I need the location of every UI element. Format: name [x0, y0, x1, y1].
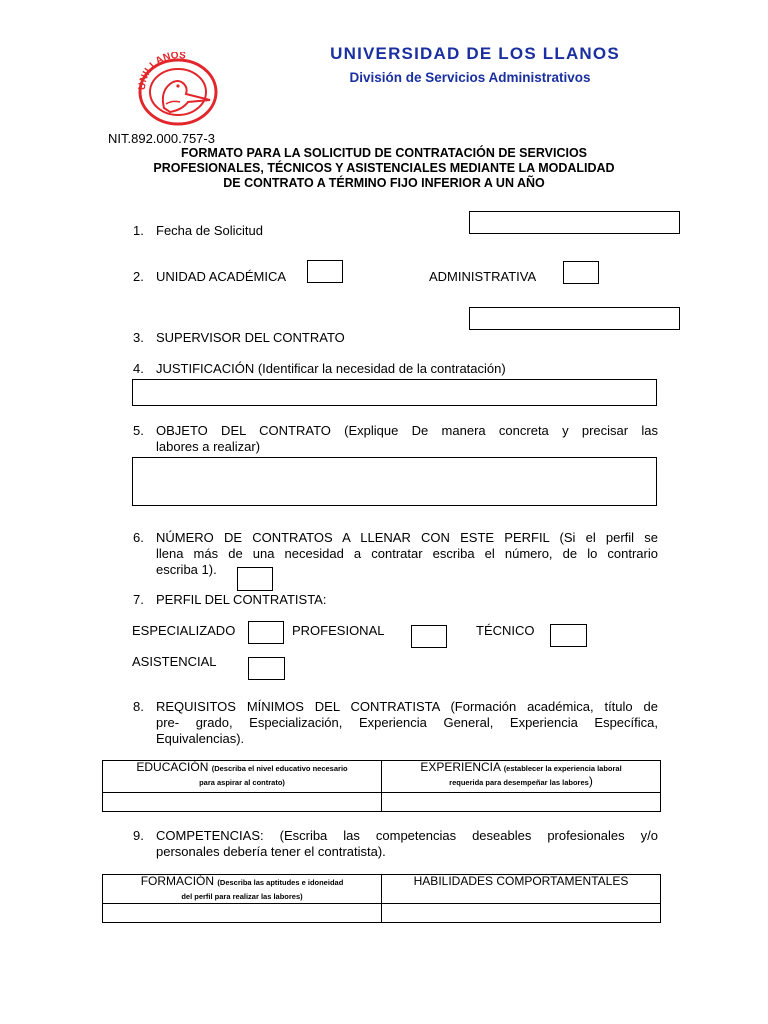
form-title-line1: FORMATO PARA LA SOLICITUD DE CONTRATACIÓN DE SERVICIOS: [180, 146, 588, 160]
form-title-line2: PROFESIONALES, TÉCNICOS Y ASISTENCIALES MEDIANTE LA MODALIDAD: [153, 161, 615, 175]
especializado-label: ESPECIALIZADO: [132, 623, 236, 638]
objeto-label: [156, 423, 658, 455]
experiencia-note-b: requerida para desempeñar las labores: [449, 778, 589, 787]
item-number: 9.: [133, 828, 144, 843]
svg-text:UNILLANOS: UNILLANOS: [136, 52, 187, 91]
nit-number: NIT.892.000.757-3: [108, 131, 215, 146]
form-title-line3: DE CONTRATO A TÉRMINO FIJO INFERIOR A UN AÑO: [223, 176, 545, 190]
habilidades-cell[interactable]: [382, 904, 661, 923]
item-number: 1.: [133, 223, 144, 238]
experiencia-note-a: (establecer la experiencia laboral: [503, 764, 622, 773]
objeto-line1: OBJETO DEL CONTRATO (Explique De manera concreta y precisar las: [156, 423, 658, 438]
numero-contratos-field[interactable]: [237, 567, 273, 591]
educacion-note-b: para aspirar al contrato): [199, 778, 285, 787]
administrativa-checkbox[interactable]: [563, 261, 599, 284]
profesional-label: PROFESIONAL: [292, 623, 385, 638]
educacion-note-a: (Describa el nivel educativo necesario: [211, 764, 348, 773]
item-number: 8.: [133, 699, 144, 714]
experiencia-close: ): [588, 774, 593, 788]
objeto-field[interactable]: [132, 457, 657, 506]
educacion-cell[interactable]: [103, 793, 382, 812]
formacion-title: FORMACIÓN: [140, 874, 215, 888]
supervisor-label: SUPERVISOR DEL CONTRATO: [156, 330, 345, 345]
asistencial-label: ASISTENCIAL: [132, 654, 217, 669]
educacion-header: [103, 761, 382, 793]
division-name: División de Servicios Administrativos: [349, 70, 591, 85]
profesional-checkbox[interactable]: [411, 625, 447, 648]
unidad-academica-checkbox[interactable]: [307, 260, 343, 283]
educacion-title: EDUCACIÓN: [136, 760, 209, 774]
formacion-note-a: (Describa las aptitudes e idoneidad: [217, 878, 344, 887]
item-number: 5.: [133, 423, 144, 438]
formacion-note-b: del perfil para realizar las labores): [181, 892, 303, 901]
table-row: [103, 904, 661, 923]
perfil-label: PERFIL DEL CONTRATISTA:: [156, 592, 327, 607]
formacion-header: [103, 875, 382, 904]
requisitos-label: [156, 699, 658, 747]
tecnico-label: TÉCNICO: [476, 623, 535, 638]
table-header-row: [103, 875, 661, 904]
table-header-row: [103, 761, 661, 793]
habilidades-title: HABILIDADES COMPORTAMENTALES: [413, 874, 629, 888]
competencias-line1: COMPETENCIAS: (Escriba las competencias deseables profesionales y/o: [156, 828, 658, 843]
competencias-line2: personales debería tener el contratista).: [156, 844, 386, 859]
university-logo: [136, 52, 220, 126]
experiencia-cell[interactable]: [382, 793, 661, 812]
asistencial-checkbox[interactable]: [248, 657, 285, 680]
fecha-field[interactable]: [469, 211, 680, 234]
justificacion-field[interactable]: [132, 379, 657, 406]
especializado-checkbox[interactable]: [248, 621, 284, 644]
habilidades-header: [382, 875, 661, 904]
university-name: UNIVERSIDAD DE LOS LLANOS: [330, 44, 620, 63]
unidad-academica-label: UNIDAD ACADÉMICA: [156, 269, 287, 284]
competencias-label: [156, 828, 658, 860]
form-title: [100, 146, 668, 191]
numero-line3: escriba 1).: [156, 562, 217, 577]
experiencia-title: EXPERIENCIA: [420, 760, 501, 774]
justificacion-label: JUSTIFICACIÓN (Identificar la necesidad de la contratación): [156, 361, 506, 376]
fecha-label: Fecha de Solicitud: [156, 223, 263, 238]
requisitos-table: [102, 760, 661, 812]
tecnico-checkbox[interactable]: [550, 624, 587, 647]
requisitos-line3: Equivalencias).: [156, 731, 245, 746]
formacion-cell[interactable]: [103, 904, 382, 923]
item-number: 3.: [133, 330, 144, 345]
numero-line1: NÚMERO DE CONTRATOS A LLENAR CON ESTE PERFIL (Si el perfil se: [156, 530, 658, 545]
table-row: [103, 793, 661, 812]
item-number: 4.: [133, 361, 144, 376]
numero-label: [156, 530, 658, 578]
item-number: 2.: [133, 269, 144, 284]
requisitos-line1: REQUISITOS MÍNIMOS DEL CONTRATISTA (Formación académica, título de: [156, 699, 658, 714]
competencias-table: [102, 874, 661, 923]
objeto-line2: labores a realizar): [156, 439, 261, 454]
item-number: 7.: [133, 592, 144, 607]
supervisor-field[interactable]: [469, 307, 680, 330]
item-number: 6.: [133, 530, 144, 545]
numero-line2: llena más de una necesidad a contratar escriba el número, de lo contrario: [156, 546, 658, 561]
experiencia-header: [382, 761, 661, 793]
requisitos-line2: pre- grado, Especialización, Experiencia General, Experiencia Específica,: [156, 715, 658, 730]
administrativa-label: ADMINISTRATIVA: [429, 269, 537, 284]
